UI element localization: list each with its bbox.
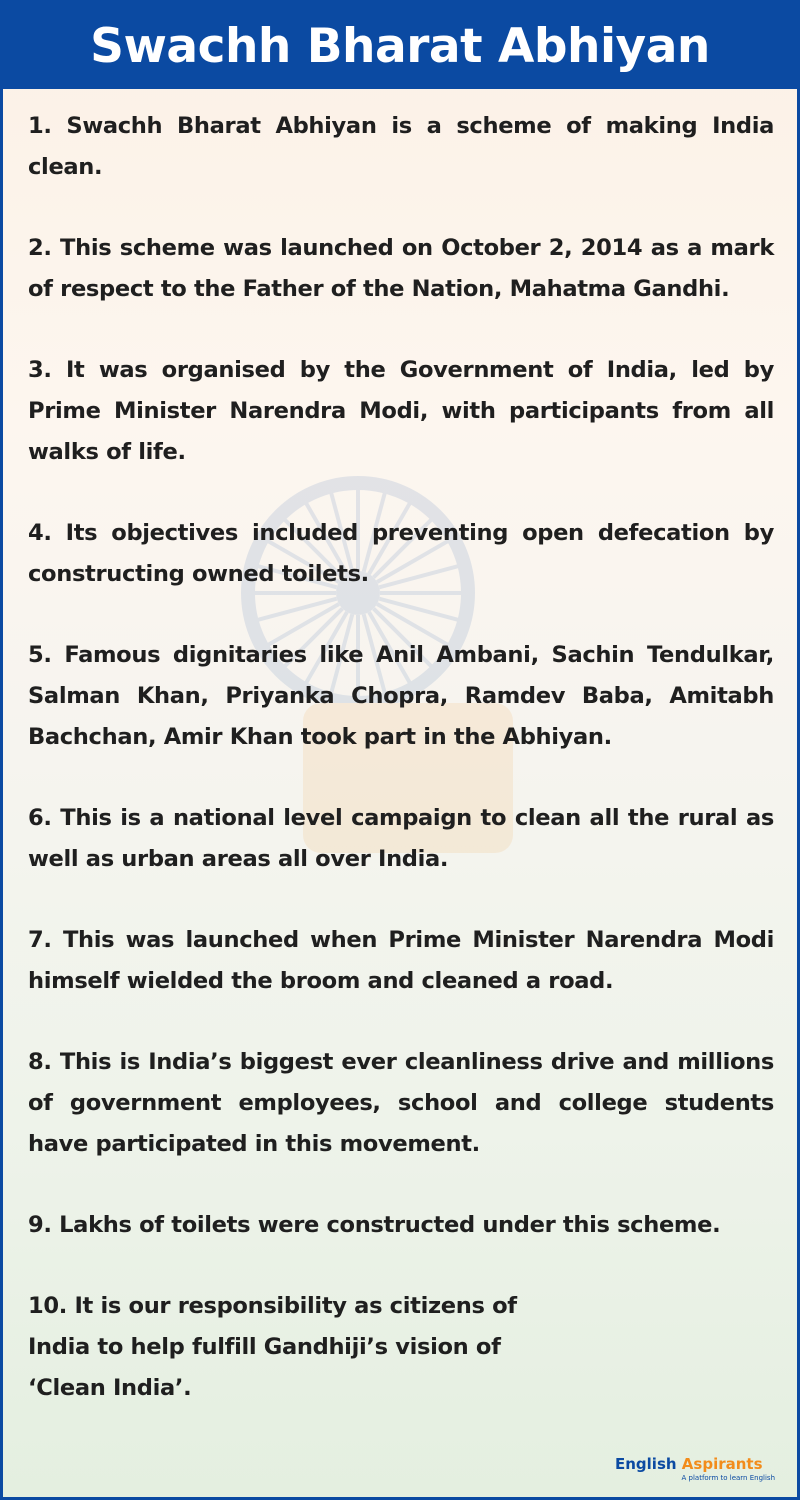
logo-name <box>615 1455 775 1473</box>
points-list <box>28 106 774 1449</box>
point-8: 8. This is India’s biggest ever cleanliness drive and millions of government employees, school and college students have participated in this movement. <box>28 1049 774 1157</box>
page-title: Swachh Bharat Abhiyan <box>90 18 710 74</box>
point-7: 7. This was launched when Prime Minister Narendra Modi himself wielded the broom and cleaned a road. <box>28 927 774 994</box>
point-1: 1. Swachh Bharat Abhiyan is a scheme of making India clean. <box>28 113 774 180</box>
point-5: 5. Famous dignitaries like Anil Ambani, Sachin Tendulkar, Salman Khan, Priyanka Chopra, Ramdev Baba, Amitabh Bachchan, Amir Khan took part in the Abhiyan. <box>28 642 774 750</box>
point-3: 3. It was organised by the Government of India, led by Prime Minister Narendra Modi, with participants from all walks of life. <box>28 357 774 465</box>
point-10: 10. It is our responsibility as citizens of India to help fulfill Gandhiji’s vision of ‘Clean India’. <box>28 1293 517 1401</box>
logo-tagline: A platform to learn English <box>681 1474 775 1482</box>
logo-name-part1: English <box>615 1455 677 1473</box>
point-6: 6. This is a national level campaign to clean all the rural as well as urban areas all over India. <box>28 805 774 872</box>
point-2: 2. This scheme was launched on October 2, 2014 as a mark of respect to the Father of the Nation, Mahatma Gandhi. <box>28 235 774 302</box>
english-aspirants-logo <box>615 1455 775 1495</box>
title-banner <box>3 3 797 89</box>
point-4: 4. Its objectives included preventing open defecation by constructing owned toilets. <box>28 520 774 587</box>
point-9: 9. Lakhs of toilets were constructed under this scheme. <box>28 1212 721 1238</box>
logo-name-part2: Aspirants <box>681 1455 763 1473</box>
